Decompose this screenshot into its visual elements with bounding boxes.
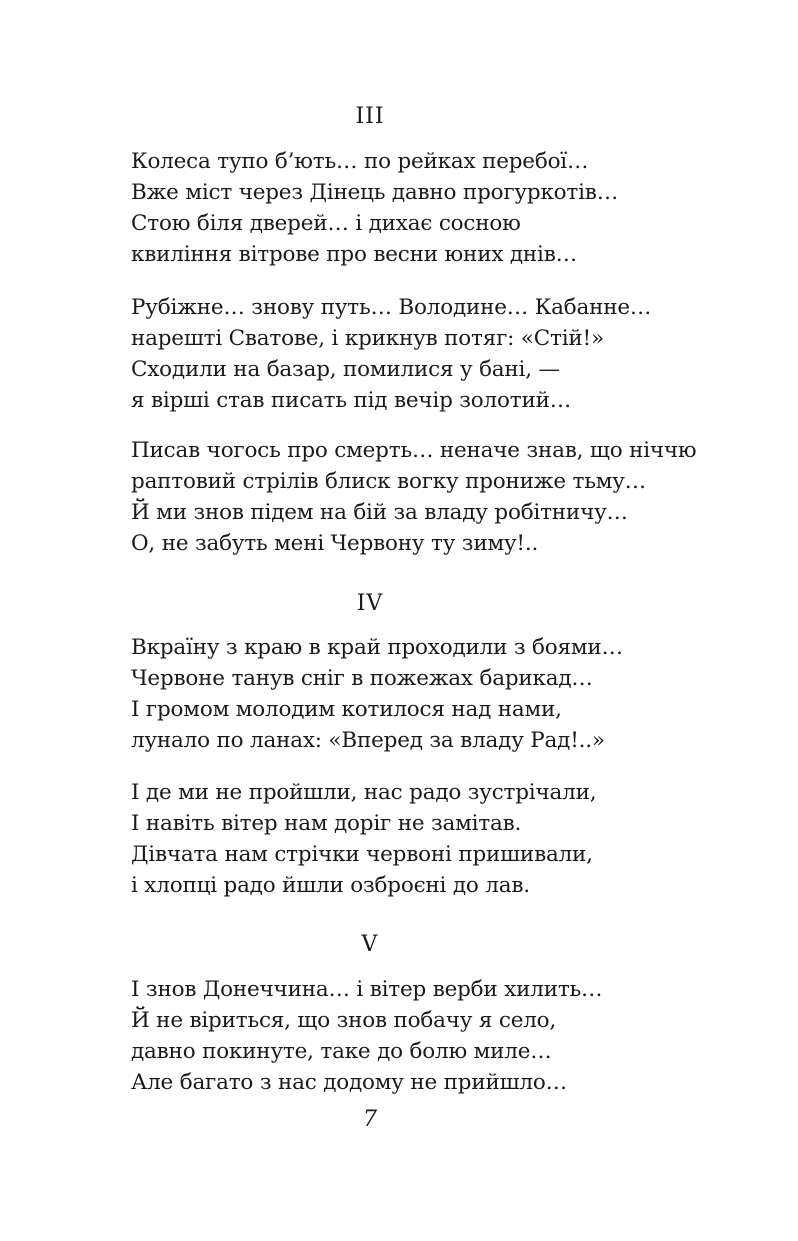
section-heading-v: V: [361, 932, 379, 957]
poem-line: і хлопці радо йшли озброєні до лав.: [131, 873, 530, 898]
stanza-iii-3: [131, 435, 771, 559]
poem-line: квиління вітрове про весни юних днів…: [131, 242, 577, 267]
poem-line: І знов Донеччина… і вітер верби хилить…: [131, 977, 603, 1002]
poem-line: І де ми не пройшли, нас радо зустрічали,: [131, 780, 597, 805]
poem-line: Але багато з нас додому не прийшло…: [131, 1070, 567, 1095]
poem-line: давно покинуте, таке до болю миле…: [131, 1039, 552, 1064]
poem-line: нарешті Сватове, і крикнув потяг: «Стій!»: [131, 326, 604, 351]
poem-line: Дівчата нам стрічки червоні пришивали,: [131, 842, 593, 867]
poem-line: О, не забуть мені Червону ту зиму!..: [131, 531, 539, 556]
poem-line: Стою біля дверей… і дихає сосною: [131, 211, 521, 236]
poem-line: Вже міст через Дінець давно прогуркотів…: [131, 180, 619, 205]
poem-line: Колеса тупо б’ють… по рейках перебої…: [131, 149, 589, 174]
poem-line: Вкраїну з краю в край проходили з боями…: [131, 635, 623, 660]
poem-line: лунало по ланах: «Вперед за владу Рад!..»: [131, 728, 605, 753]
section-heading-iii: III: [355, 104, 385, 129]
poem-line: Сходили на базар, помилися у бані, —: [131, 357, 560, 382]
stanza-v-1: [131, 974, 771, 1098]
section-heading-iv: IV: [356, 591, 384, 616]
stanza-iv-2: [131, 777, 771, 901]
poem-line: раптовий стрілів блиск вогку прониже тьму…: [131, 469, 646, 494]
poem-line: Рубіжне… знову путь… Володине… Кабанне…: [131, 295, 652, 320]
poem-line: Й ми знов підем на бій за владу робітничу…: [131, 500, 628, 525]
poem-line: Й не віриться, що знов побачу я село,: [131, 1008, 557, 1033]
poem-line: Писав чогось про смерть… неначе знав, що ніччю: [131, 438, 697, 463]
poem-line: Червоне танув сніг в пожежах барикад…: [131, 666, 593, 691]
poem-line: І навіть вітер нам доріг не замітав.: [131, 811, 522, 836]
page-number: 7: [363, 1107, 377, 1132]
stanza-iv-1: [131, 632, 771, 756]
stanza-iii-1: [131, 146, 771, 270]
stanza-iii-2: [131, 292, 771, 416]
poem-line: І громом молодим котилося над нами,: [131, 697, 562, 722]
poem-line: я вірші став писать під вечір золотий…: [131, 388, 572, 413]
